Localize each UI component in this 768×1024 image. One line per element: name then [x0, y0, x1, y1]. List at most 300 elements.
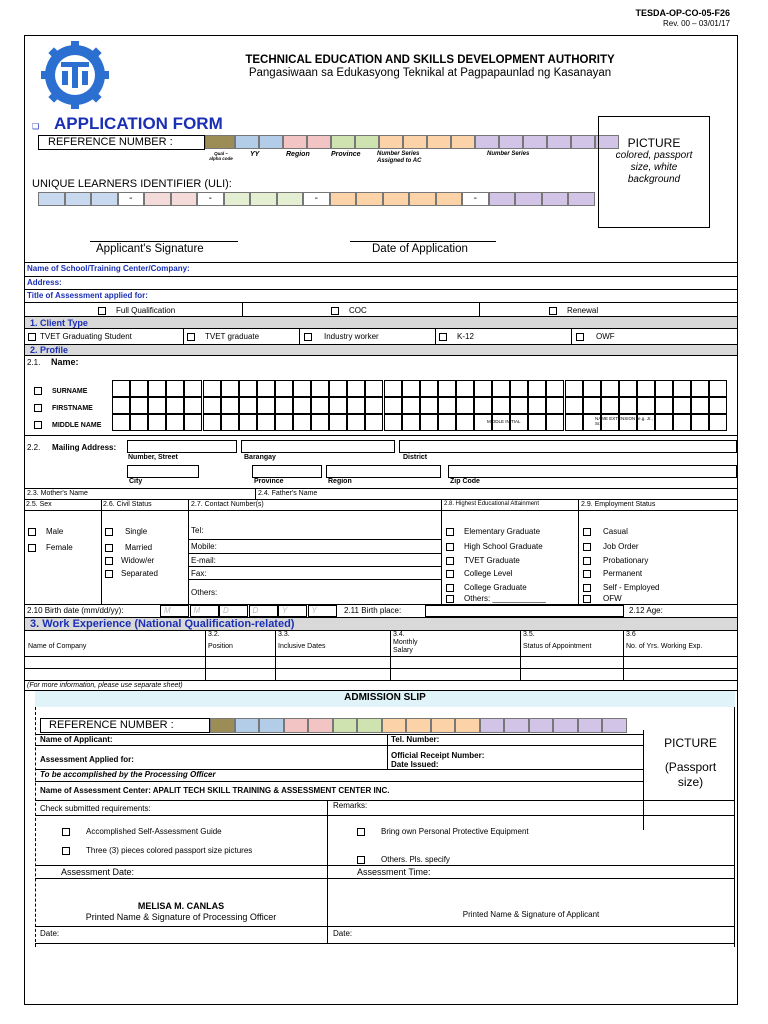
educ-college-grad[interactable]	[446, 583, 527, 592]
admission-ref-cell[interactable]	[284, 718, 309, 733]
birthdate-cell[interactable]: Y	[278, 605, 307, 617]
name-char-cell[interactable]	[384, 397, 402, 414]
name-char-cell[interactable]	[655, 414, 673, 431]
admission-ref-cell[interactable]	[235, 718, 260, 733]
ref-cell[interactable]	[355, 135, 379, 149]
picture-title: PICTURE	[627, 136, 681, 150]
work-header: 3. Work Experience (National Qualification-related)	[30, 618, 295, 630]
ref-cell[interactable]	[475, 135, 499, 149]
assessment-date-label[interactable]: Assessment Date:	[61, 867, 135, 877]
uli-dash[interactable]: -	[197, 192, 224, 206]
name-char-cell[interactable]	[184, 397, 202, 414]
name-char-cell[interactable]	[492, 380, 510, 397]
district-input[interactable]	[399, 440, 737, 453]
name-char-cell[interactable]	[565, 414, 583, 431]
street-input[interactable]	[127, 440, 237, 453]
officer-name: MELISA M. CANLAS	[137, 901, 225, 911]
admission-picture-title: PICTURE	[664, 736, 717, 750]
name-char-cell[interactable]	[691, 380, 709, 397]
ref-cell[interactable]	[205, 135, 235, 149]
educ-college-level[interactable]	[446, 569, 512, 578]
name-char-cell[interactable]	[420, 380, 438, 397]
birthdate-cell[interactable]: Y	[308, 605, 337, 617]
civil-header: 2.6. Civil Status	[103, 501, 152, 508]
uli-cell[interactable]	[515, 192, 542, 206]
client-type-header: 1. Client Type	[30, 318, 88, 328]
uli-cell[interactable]	[250, 192, 277, 206]
uli-cell[interactable]	[38, 192, 65, 206]
checkbox-icon	[187, 333, 195, 341]
civil-separated[interactable]	[105, 569, 158, 578]
ref-cell[interactable]	[403, 135, 427, 149]
admission-date-issued-label[interactable]: Date Issued:	[391, 760, 439, 769]
uli-cell[interactable]	[144, 192, 171, 206]
name-char-cell[interactable]	[492, 397, 510, 414]
admission-ref-cell[interactable]	[333, 718, 358, 733]
name-char-cell[interactable]	[148, 397, 166, 414]
educ-hs[interactable]	[446, 542, 543, 551]
admission-ref-cell[interactable]	[406, 718, 431, 733]
ref-cell[interactable]	[307, 135, 331, 149]
checkbox-icon	[446, 570, 454, 578]
name-char-cell[interactable]	[673, 380, 691, 397]
province-input[interactable]	[252, 465, 322, 478]
name-char-cell[interactable]	[365, 380, 383, 397]
name-ext-label: NAME EXTENSION (e.g. Jr., Sr.)	[595, 416, 653, 426]
civil-widow[interactable]	[105, 556, 154, 565]
birthdate-cell[interactable]: D	[249, 605, 278, 617]
school-label: Name of School/Training Center/Company:	[27, 264, 190, 273]
name-char-cell[interactable]	[203, 380, 221, 397]
name-char-cell[interactable]	[709, 414, 727, 431]
name-char-cell[interactable]	[130, 397, 148, 414]
educ-college-grad-label: College Graduate	[464, 583, 527, 592]
name-char-cell[interactable]	[257, 414, 275, 431]
admission-check-label: Check submitted requirements:	[40, 804, 151, 813]
name-char-cell[interactable]	[583, 397, 601, 414]
admission-ref-cell[interactable]	[259, 718, 284, 733]
uli-cell[interactable]	[171, 192, 198, 206]
ref-cell[interactable]	[547, 135, 571, 149]
uli-dash[interactable]: -	[303, 192, 330, 206]
uli-dash[interactable]: -	[462, 192, 489, 206]
name-char-cell[interactable]	[583, 380, 601, 397]
name-char-cell[interactable]	[293, 380, 311, 397]
admission-applied-label[interactable]: Assessment Applied for:	[40, 755, 134, 764]
checkbox-icon	[446, 595, 454, 603]
barangay-label: Barangay	[244, 454, 276, 461]
name-char-cell[interactable]	[293, 397, 311, 414]
name-char-cell[interactable]	[384, 414, 402, 431]
name-char-cell[interactable]	[691, 414, 709, 431]
checkbox-icon	[446, 557, 454, 565]
name-char-cell[interactable]	[528, 397, 546, 414]
name-char-cell[interactable]	[528, 414, 546, 431]
uli-cell[interactable]	[224, 192, 251, 206]
name-char-cell[interactable]	[510, 397, 528, 414]
admission-receipt-label[interactable]: Official Receipt Number:	[391, 751, 485, 760]
checkbox-icon	[549, 307, 557, 315]
admission-name-label[interactable]: Name of Applicant:	[40, 735, 113, 744]
checkbox-icon	[583, 543, 591, 551]
name-char-cell[interactable]	[329, 414, 347, 431]
admission-remarks-label[interactable]: Remarks:	[333, 801, 368, 810]
emp-self[interactable]	[583, 583, 659, 592]
name-char-cell[interactable]	[384, 380, 402, 397]
client-tvet-grad[interactable]	[187, 332, 259, 341]
emp-permanent-label: Permanent	[603, 569, 643, 578]
region-label: Region	[328, 478, 352, 485]
name-label: Name:	[51, 357, 79, 367]
emp-probationary-label: Probationary	[603, 556, 649, 565]
uli-cell[interactable]	[409, 192, 436, 206]
name-char-cell[interactable]	[438, 380, 456, 397]
ref-cell[interactable]	[283, 135, 307, 149]
work-col-years: No. of Yrs. Working Exp.	[626, 643, 703, 650]
req-ppe[interactable]	[357, 827, 529, 836]
picture-box[interactable]	[598, 116, 710, 228]
emp-permanent[interactable]	[583, 569, 642, 578]
name-char-cell[interactable]	[112, 397, 130, 414]
name-char-cell[interactable]	[420, 397, 438, 414]
admission-title: ADMISSION SLIP	[344, 692, 426, 703]
title-bullet: ❑	[32, 122, 40, 131]
name-char-cell[interactable]	[130, 380, 148, 397]
birthplace-input[interactable]	[425, 605, 624, 617]
req-ppe-label: Bring own Personal Protective Equipment	[381, 827, 529, 836]
admission-ref-cell[interactable]	[578, 718, 603, 733]
emp-job-order[interactable]	[583, 542, 639, 551]
revision: Rev. 00 – 03/01/17	[662, 19, 730, 28]
checkbox-icon	[98, 307, 106, 315]
name-char-cell[interactable]	[528, 380, 546, 397]
name-char-cell[interactable]	[311, 414, 329, 431]
name-char-cell[interactable]	[474, 397, 492, 414]
client-industry-worker-label: Industry worker	[324, 332, 379, 341]
name-char-cell[interactable]	[112, 414, 130, 431]
name-char-cell[interactable]	[474, 380, 492, 397]
emp-probationary[interactable]	[583, 556, 648, 565]
civil-married-label: Married	[125, 543, 153, 552]
name-char-cell[interactable]	[148, 414, 166, 431]
educ-others[interactable]	[446, 594, 546, 603]
client-k12[interactable]	[439, 332, 474, 341]
ref-cell[interactable]	[427, 135, 451, 149]
ref-cell[interactable]	[331, 135, 355, 149]
admission-ref-cell[interactable]	[602, 718, 627, 733]
birthdate-cell[interactable]: M	[160, 605, 189, 617]
educ-elem-label: Elementary Graduate	[464, 527, 541, 536]
birthdate-cell[interactable]: D	[219, 605, 248, 617]
contact-fax-label[interactable]: Fax:	[191, 569, 207, 578]
work-col-position-num: 3.2.	[208, 631, 220, 638]
civil-married[interactable]	[105, 543, 152, 552]
admission-ref-cell[interactable]	[455, 718, 480, 733]
mailing-num: 2.2.	[27, 443, 41, 452]
ref-sub-region: Region	[286, 151, 310, 158]
name-char-cell[interactable]	[347, 380, 365, 397]
civil-widow-label: Widow/er	[121, 556, 155, 565]
emp-self-label: Self - Employed	[603, 583, 660, 592]
name-char-cell[interactable]	[402, 414, 420, 431]
req-pictures-label: Three (3) pieces colored passport size pictures	[86, 846, 253, 855]
ref-cell[interactable]	[259, 135, 283, 149]
name-char-cell[interactable]	[637, 380, 655, 397]
name-char-cell[interactable]	[601, 380, 619, 397]
emp-casual[interactable]	[583, 527, 628, 536]
name-char-cell[interactable]	[565, 380, 583, 397]
name-char-cell[interactable]	[203, 397, 221, 414]
civil-separated-label: Separated	[121, 569, 158, 578]
firstname-row[interactable]	[34, 404, 93, 412]
educ-tvet[interactable]	[446, 556, 520, 565]
work-col-company: Name of Company	[28, 643, 87, 650]
ref-sub-qual: Qual – alpha code	[209, 151, 233, 161]
name-char-cell[interactable]	[221, 380, 239, 397]
ref-sub-yy: YY	[250, 151, 260, 158]
admission-ref-cell[interactable]	[431, 718, 456, 733]
educ-tvet-label: TVET Graduate	[464, 556, 520, 565]
uli-cell[interactable]	[383, 192, 410, 206]
admission-ref-cell[interactable]	[553, 718, 578, 733]
ref-sub-province: Province	[331, 151, 361, 158]
middlename-row[interactable]	[34, 421, 101, 429]
name-char-cell[interactable]	[619, 397, 637, 414]
district-label: District	[403, 454, 428, 461]
sex-male[interactable]	[28, 527, 63, 536]
req-pictures[interactable]	[62, 846, 252, 855]
name-char-cell[interactable]	[637, 397, 655, 414]
checkbox-icon	[357, 856, 365, 864]
name-char-cell[interactable]	[166, 397, 184, 414]
civil-single[interactable]	[105, 527, 147, 536]
client-tvet-grad-label: TVET graduate	[205, 332, 260, 341]
admission-ref-cell[interactable]	[504, 718, 529, 733]
checkbox-icon	[583, 528, 591, 536]
ref-cell[interactable]	[523, 135, 547, 149]
date-label-officer[interactable]: Date:	[40, 929, 60, 938]
emp-ofw[interactable]	[583, 594, 622, 603]
req-others[interactable]	[357, 855, 450, 864]
name-char-cell[interactable]	[546, 397, 564, 414]
name-char-cell[interactable]	[655, 380, 673, 397]
name-char-cell[interactable]	[257, 380, 275, 397]
city-input[interactable]	[127, 465, 199, 478]
name-char-cell[interactable]	[203, 414, 221, 431]
applicant-signature-slip-label: Printed Name & Signature of Applicant	[462, 910, 600, 919]
ref-sub-series1: Number Series Assigned to AC	[377, 151, 422, 164]
name-char-cell[interactable]	[239, 380, 257, 397]
mother-label[interactable]: 2.3. Mother's Name	[27, 490, 88, 497]
educ-college-level-label: College Level	[464, 569, 513, 578]
ref-cell[interactable]	[499, 135, 523, 149]
name-char-cell[interactable]	[148, 380, 166, 397]
name-char-cell[interactable]	[347, 397, 365, 414]
name-char-cell[interactable]	[221, 414, 239, 431]
admission-tel-label[interactable]: Tel. Number:	[391, 735, 440, 744]
number-street-label: Number, Street	[128, 454, 178, 461]
checkbox-icon	[28, 528, 36, 536]
zip-input[interactable]	[448, 465, 737, 478]
checkbox-icon	[28, 333, 36, 341]
ref-label: REFERENCE NUMBER :	[38, 135, 205, 150]
name-char-cell[interactable]	[275, 397, 293, 414]
name-char-cell[interactable]	[709, 397, 727, 414]
req-self-assessment-label: Accomplished Self-Assessment Guide	[86, 827, 222, 836]
checkbox-icon	[34, 387, 42, 395]
checkbox-icon	[105, 544, 113, 552]
name-char-cell[interactable]	[257, 397, 275, 414]
sex-female-label: Female	[46, 543, 73, 552]
checkbox-icon	[583, 557, 591, 565]
admission-ref-cell[interactable]	[480, 718, 505, 733]
name-char-cell[interactable]	[311, 380, 329, 397]
assessment-time-label[interactable]: Assessment Time:	[357, 867, 431, 877]
father-label[interactable]: 2.4. Father's Name	[258, 490, 318, 497]
uli-cell[interactable]	[489, 192, 516, 206]
name-char-cell[interactable]	[438, 397, 456, 414]
province-label: Province	[254, 478, 284, 485]
form-title: APPLICATION FORM	[54, 114, 223, 133]
name-char-cell[interactable]	[420, 414, 438, 431]
work-col-dates: Inclusive Dates	[278, 643, 326, 650]
admission-center-label: Name of Assessment Center: APALIT TECH SKILL TRAINING & ASSESSMENT CENTER INC.	[40, 786, 390, 795]
name-char-cell[interactable]	[239, 397, 257, 414]
work-col-status-num: 3.5.	[523, 631, 535, 638]
name-char-cell[interactable]	[438, 414, 456, 431]
name-char-cell[interactable]	[329, 380, 347, 397]
name-char-cell[interactable]	[311, 397, 329, 414]
name-char-cell[interactable]	[184, 414, 202, 431]
name-char-cell[interactable]	[673, 414, 691, 431]
name-char-cell[interactable]	[130, 414, 148, 431]
uli-cell[interactable]	[277, 192, 304, 206]
name-char-cell[interactable]	[565, 397, 583, 414]
uli-cell[interactable]	[330, 192, 357, 206]
officer-signature-label: Printed Name & Signature of Processing Officer	[85, 912, 277, 922]
type-renewal[interactable]	[549, 306, 598, 315]
name-char-cell[interactable]	[691, 397, 709, 414]
educ-hs-label: High School Graduate	[464, 542, 543, 551]
educ-elem[interactable]	[446, 527, 540, 536]
city-label: City	[129, 478, 143, 485]
birthdate-cell[interactable]: M	[190, 605, 219, 617]
date-label-applicant[interactable]: Date:	[333, 929, 353, 938]
age-label: 2.12 Age:	[629, 606, 663, 615]
ref-cell[interactable]	[451, 135, 475, 149]
name-char-cell[interactable]	[510, 380, 528, 397]
zip-label: Zip Code	[450, 478, 480, 485]
ref-cell[interactable]	[235, 135, 259, 149]
form-code: TESDA-OP-CO-05-F26	[635, 8, 730, 18]
name-char-cell[interactable]	[456, 380, 474, 397]
sex-female[interactable]	[28, 543, 73, 552]
middle-initial-label: MIDDLE INITIAL	[487, 419, 521, 424]
admission-ref-cell[interactable]	[382, 718, 407, 733]
admission-ref-cell[interactable]	[308, 718, 333, 733]
contact-others-label[interactable]: Others:	[191, 588, 218, 597]
client-owf[interactable]	[576, 332, 615, 341]
name-char-cell[interactable]	[709, 380, 727, 397]
name-char-cell[interactable]	[275, 380, 293, 397]
uli-cell[interactable]	[65, 192, 92, 206]
name-char-cell[interactable]	[655, 397, 673, 414]
admission-picture-desc: (Passport size)	[664, 760, 717, 789]
surname-row[interactable]	[34, 387, 87, 395]
name-char-cell[interactable]	[402, 380, 420, 397]
client-tvet-grad-student[interactable]	[28, 332, 132, 341]
checkbox-icon	[583, 570, 591, 578]
uli-cell[interactable]	[542, 192, 569, 206]
name-char-cell[interactable]	[184, 380, 202, 397]
name-char-cell[interactable]	[221, 397, 239, 414]
admission-ref-cell[interactable]	[357, 718, 382, 733]
uli-cell[interactable]	[436, 192, 463, 206]
name-char-cell[interactable]	[239, 414, 257, 431]
contact-email-label[interactable]: E-mail:	[191, 556, 216, 565]
name-char-cell[interactable]	[456, 397, 474, 414]
req-others-label: Others. Pls. specify	[381, 855, 450, 864]
emp-job-order-label: Job Order	[603, 542, 639, 551]
work-col-dates-num: 3.3.	[278, 631, 290, 638]
name-char-cell[interactable]	[601, 397, 619, 414]
name-char-cell[interactable]	[402, 397, 420, 414]
name-char-cell[interactable]	[546, 380, 564, 397]
uli-dash[interactable]: -	[118, 192, 145, 206]
name-char-cell[interactable]	[166, 380, 184, 397]
checkbox-icon	[446, 584, 454, 592]
ref-cell[interactable]	[379, 135, 403, 149]
contact-tel-label[interactable]: Tel:	[191, 526, 204, 535]
name-char-cell[interactable]	[619, 380, 637, 397]
name-char-cell[interactable]	[365, 414, 383, 431]
ref-cell[interactable]	[571, 135, 595, 149]
name-char-cell[interactable]	[546, 414, 564, 431]
checkbox-icon	[105, 557, 113, 565]
name-num: 2.1.	[27, 358, 41, 367]
uli-cell[interactable]	[356, 192, 383, 206]
region-input[interactable]	[326, 465, 441, 478]
name-char-cell[interactable]	[673, 397, 691, 414]
name-char-cell[interactable]	[166, 414, 184, 431]
name-char-cell[interactable]	[293, 414, 311, 431]
type-coc[interactable]	[331, 306, 367, 315]
birthdate-label: 2.10 Birth date (mm/dd/yy):	[27, 606, 124, 615]
name-char-cell[interactable]	[365, 397, 383, 414]
admission-ref-cell[interactable]	[529, 718, 554, 733]
admission-ref-cell[interactable]	[210, 718, 235, 733]
work-col-years-num: 3.6	[626, 631, 636, 638]
barangay-input[interactable]	[241, 440, 395, 453]
name-char-cell[interactable]	[112, 380, 130, 397]
contact-mobile-label[interactable]: Mobile:	[191, 542, 217, 551]
type-full-qual[interactable]	[98, 306, 175, 315]
checkbox-icon	[105, 570, 113, 578]
checkbox-icon	[576, 333, 584, 341]
name-char-cell[interactable]	[275, 414, 293, 431]
emp-ofw-label: OFW	[603, 594, 622, 603]
agency-tagalog: Pangasiwaan sa Edukasyong Teknikal at Pagpapaunlad ng Kasanayan	[248, 67, 612, 79]
req-self-assessment[interactable]	[62, 827, 222, 836]
uli-cell[interactable]	[91, 192, 118, 206]
name-char-cell[interactable]	[347, 414, 365, 431]
name-char-cell[interactable]	[456, 414, 474, 431]
name-char-cell[interactable]	[329, 397, 347, 414]
type-renewal-label: Renewal	[567, 306, 599, 315]
mailing-label: Mailing Address:	[52, 443, 117, 452]
uli-cell[interactable]	[568, 192, 595, 206]
client-industry-worker[interactable]	[304, 332, 379, 341]
